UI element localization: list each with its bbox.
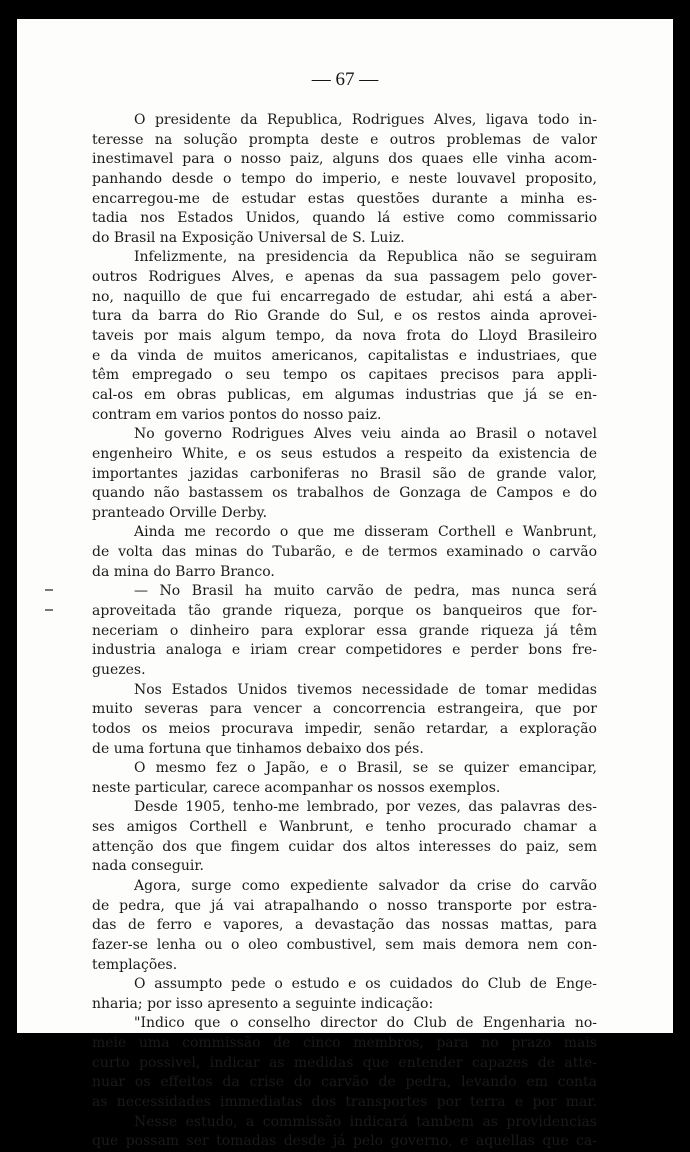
text-line: neste particular, carece acompanhar os nossos exemplos. <box>92 779 501 796</box>
text-line: tadia nos Estados Unidos, quando lá estive como commissario <box>92 210 597 227</box>
text-line: panhando desde o tempo do imperio, e neste louvavel proposito, <box>92 170 597 187</box>
text-line: industria analoga e iriam crear competidores e perder bons fre- <box>92 642 597 659</box>
text-line: engenheiro White, e os seus estudos a respeito da existencia de <box>92 445 597 462</box>
text-line: meie uma commissão de cinco membros, para no prazo mais <box>92 1035 597 1052</box>
text-line: encarregou-me de estudar estas questões durante a minha es- <box>92 190 597 207</box>
text-line: inestimavel para o nosso paiz, alguns dos quaes elle vinha acom- <box>92 151 597 168</box>
text-line: attenção dos que fingem cuidar dos altos interesses do paiz, sem <box>92 838 597 855</box>
text-line: que possam ser tomadas desde já pelo governo, e aquellas que ca- <box>92 1133 597 1150</box>
text-line: guezes. <box>92 661 146 678</box>
text-line: curto possivel, indicar as medidas que entender capazes de atte- <box>92 1054 597 1071</box>
text-line: aproveitada tão grande riqueza, porque os banqueiros que for- <box>92 603 597 620</box>
scan-frame <box>5 5 685 1150</box>
text-line: contram em varios pontos do nosso paiz. <box>92 406 382 423</box>
text-line: taveis por mais algum tempo, da nova frota do Lloyd Brasileiro <box>92 328 597 345</box>
text-line: teresse na solução prompta deste e outros problemas de valor <box>92 131 597 148</box>
text-line: as necessidades immediatas dos transportes por terra e por mar. <box>92 1094 597 1111</box>
text-line: nharia; por isso apresento a seguinte indicação: <box>92 995 434 1012</box>
text-line: O assumpto pede o estudo e os cuidados do Club de Enge- <box>134 976 597 993</box>
text-line: Infelizmente, na presidencia da Republica não se seguiram <box>134 249 597 266</box>
text-line: Nesse estudo, a commissão indicará tambem as providencias <box>134 1113 597 1130</box>
margin-mark <box>45 589 53 591</box>
book-page <box>17 19 673 1150</box>
text-line: muito severas para vencer a concorrencia estrangeira, que por <box>92 701 597 718</box>
text-line: O presidente da Republica, Rodrigues Alves, ligava todo in- <box>134 112 597 128</box>
text-line: Agora, surge como expediente salvador da crise do carvão <box>134 877 597 894</box>
text-line: no, naquillo de que fui encarregado de estudar, ahi está a aber- <box>92 288 597 305</box>
text-line: cal-os em obras publicas, em algumas industrias que já se en- <box>92 386 597 403</box>
text-line: de volta das minas do Tubarão, e de termos examinado o carvão <box>92 544 597 561</box>
text-line: todos os meios procurava impedir, senão retardar, a exploração <box>92 720 597 737</box>
text-line: tura da barra do Rio Grande do Sul, e os restos ainda aprovei- <box>92 308 597 325</box>
text-line: e da vinda de muitos americanos, capitalistas e industriaes, que <box>92 347 597 364</box>
text-line: têm empregado o seu tempo os capitaes precisos para appli- <box>92 367 597 384</box>
text-line: ses amigos Corthell e Wanbrunt, e tenho procurado chamar a <box>92 819 597 836</box>
text-line: fazer-se lenha ou o oleo combustivel, sem mais demora nem con- <box>92 936 597 953</box>
text-line: — No Brasil ha muito carvão de pedra, mas nunca será <box>134 583 597 600</box>
text-line: templações. <box>92 956 178 973</box>
text-line: neceriam o dinheiro para explorar essa grande riqueza já têm <box>92 622 597 639</box>
text-line: do Brasil na Exposição Universal de S. Luiz. <box>92 229 405 246</box>
text-line: O mesmo fez o Japão, e o Brasil, se se quizer emancipar, <box>134 760 597 777</box>
page-number: — 67 — <box>311 69 379 90</box>
margin-mark <box>45 609 53 611</box>
text-line: No governo Rodrigues Alves veiu ainda ao Brasil o notavel <box>134 426 597 443</box>
text-line: nuar os effeitos da crise do carvão de pedra, levando em conta <box>92 1074 597 1091</box>
text-line: "Indico que o conselho director do Club de Engenharia no- <box>134 1015 597 1032</box>
text-line: Nos Estados Unidos tivemos necessidade de tomar medidas <box>134 681 597 698</box>
text-line: de uma fortuna que tinhamos debaixo dos pés. <box>92 740 424 757</box>
text-line: pranteado Orville Derby. <box>92 504 268 521</box>
text-line: Desde 1905, tenho-me lembrado, por vezes, das palavras des- <box>134 799 597 816</box>
text-line: da mina do Barro Branco. <box>92 563 275 580</box>
text-line: das de ferro e vapores, a devastação das nossas mattas, para <box>92 917 597 934</box>
text-line: outros Rodrigues Alves, e apenas da sua passagem pelo gover- <box>92 269 597 286</box>
text-line: de pedra, que já vai atrapalhando o nosso transporte por estra- <box>92 897 597 914</box>
text-line: Ainda me recordo o que me disseram Corthell e Wanbrunt, <box>134 524 597 541</box>
text-line: nada conseguir. <box>92 858 204 875</box>
text-line: importantes jazidas carboniferas no Brasil são de grande valor, <box>92 465 597 482</box>
text-line: quando não bastassem os trabalhos de Gonzaga de Campos e do <box>92 485 597 502</box>
body-text <box>92 111 597 1152</box>
